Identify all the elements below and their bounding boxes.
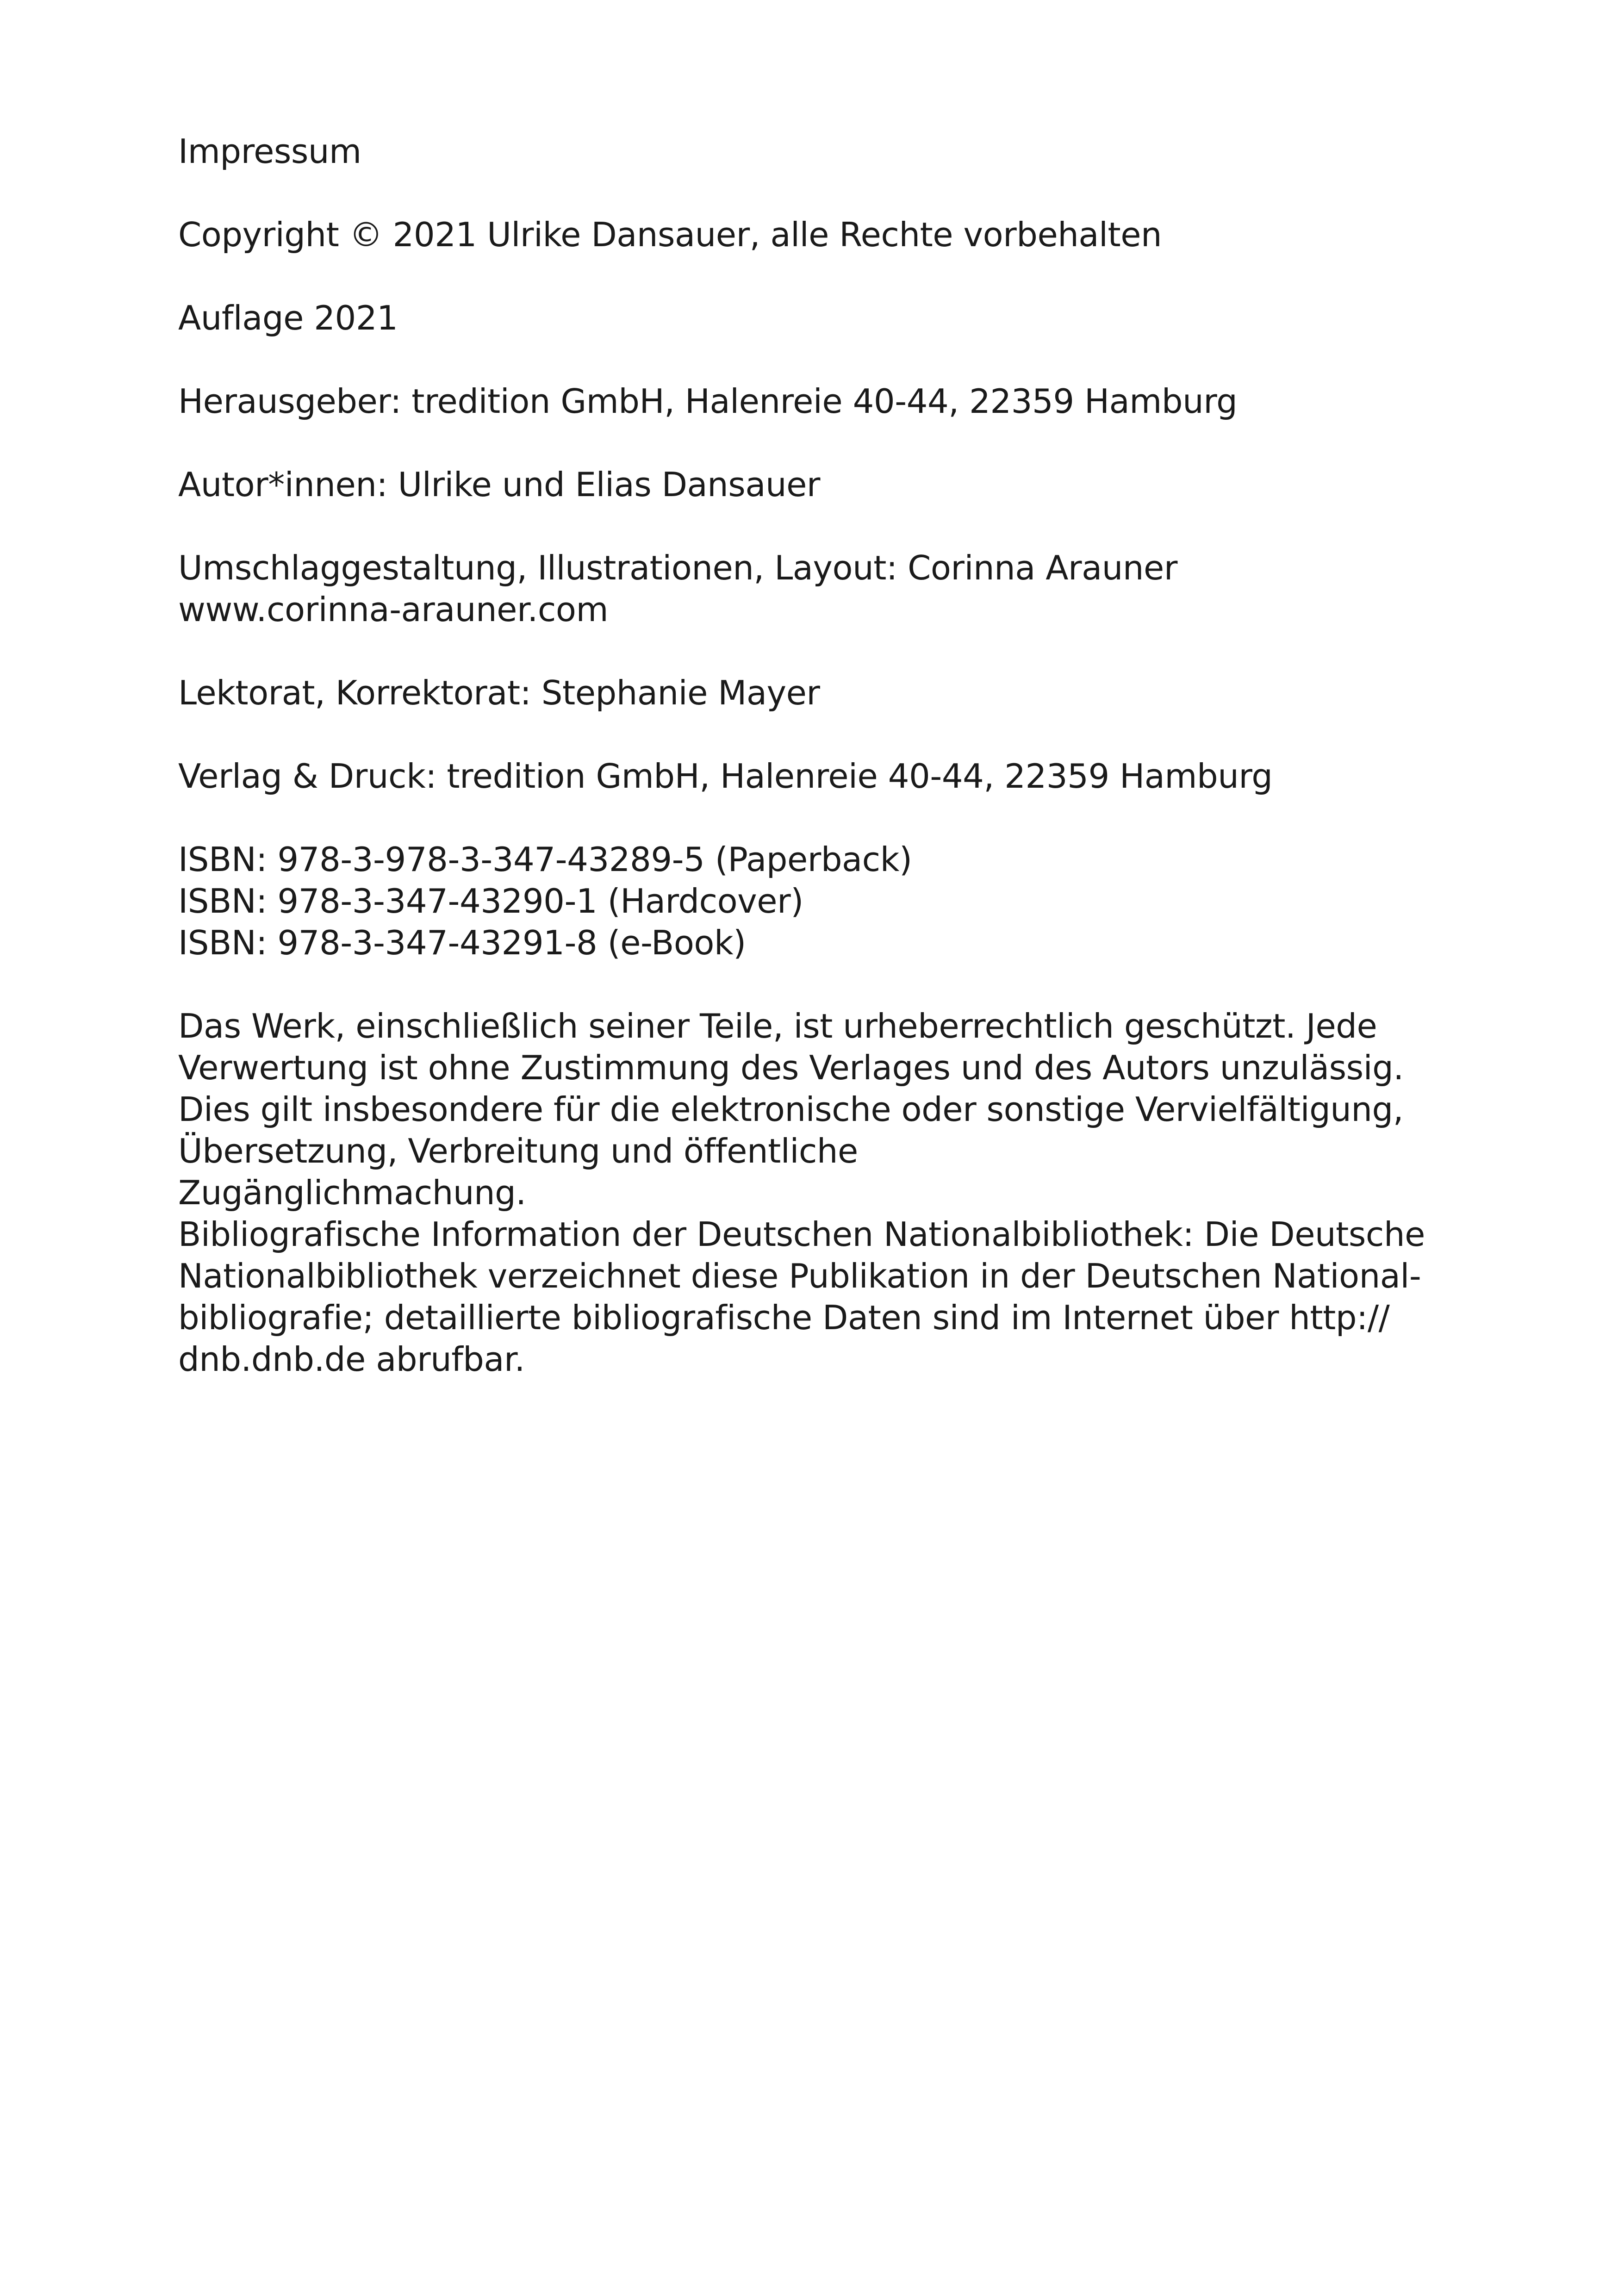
imprint-heading-block — [178, 131, 1456, 172]
isbn-paperback: ISBN: 978-3-978-3-347-43289-5 (Paperback) — [178, 840, 912, 879]
imprint-heading: Impressum — [178, 132, 361, 171]
print-block — [178, 755, 1456, 797]
legal-line: Bibliografische Information der Deutschen Nationalbibliothek: Die Deutsche — [178, 1215, 1425, 1254]
imprint-page — [178, 131, 1456, 1380]
copyright-block — [178, 214, 1456, 255]
print-info: Verlag & Druck: tredition GmbH, Halenreie 40-44, 22359 Hamburg — [178, 757, 1273, 796]
authors-block — [178, 464, 1456, 505]
legal-line: dnb.dnb.de abrufbar. — [178, 1340, 525, 1379]
legal-line: Übersetzung, Verbreitung und öffentliche — [178, 1132, 858, 1170]
legal-line: Dies gilt insbesondere für die elektronische oder sonstige Vervielfältigung, — [178, 1090, 1404, 1129]
designer-website: www.corinna-arauner.com — [178, 590, 609, 629]
edition-info: Auflage 2021 — [178, 299, 398, 337]
legal-line: bibliografie; detaillierte bibliografische Daten sind im Internet über http:// — [178, 1298, 1390, 1337]
legal-line: Nationalbibliothek verzeichnet diese Publikation in der Deutschen National- — [178, 1257, 1421, 1295]
design-block — [178, 547, 1456, 630]
publisher-info: Herausgeber: tredition GmbH, Halenreie 40-44, 22359 Hamburg — [178, 382, 1238, 421]
publisher-block — [178, 380, 1456, 422]
isbn-ebook: ISBN: 978-3-347-43291-8 (e-Book) — [178, 923, 746, 962]
legal-line: Das Werk, einschließlich seiner Teile, ist urheberrechtlich geschützt. Jede — [178, 1007, 1377, 1045]
isbn-hardcover: ISBN: 978-3-347-43290-1 (Hardcover) — [178, 882, 803, 921]
design-credits: Umschlaggestaltung, Illustrationen, Layout: Corinna Arauner — [178, 548, 1177, 587]
legal-line: Zugänglichmachung. — [178, 1173, 526, 1212]
legal-notice — [178, 1005, 1456, 1380]
isbn-block — [178, 839, 1456, 964]
editing-credits: Lektorat, Korrektorat: Stephanie Mayer — [178, 673, 820, 712]
copyright-notice: Copyright © 2021 Ulrike Dansauer, alle Rechte vorbehalten — [178, 215, 1162, 254]
legal-line: Verwertung ist ohne Zustimmung des Verlages und des Autors unzulässig. — [178, 1048, 1404, 1087]
editing-block — [178, 672, 1456, 714]
authors-info: Autor*innen: Ulrike und Elias Dansauer — [178, 465, 820, 504]
edition-block — [178, 297, 1456, 339]
